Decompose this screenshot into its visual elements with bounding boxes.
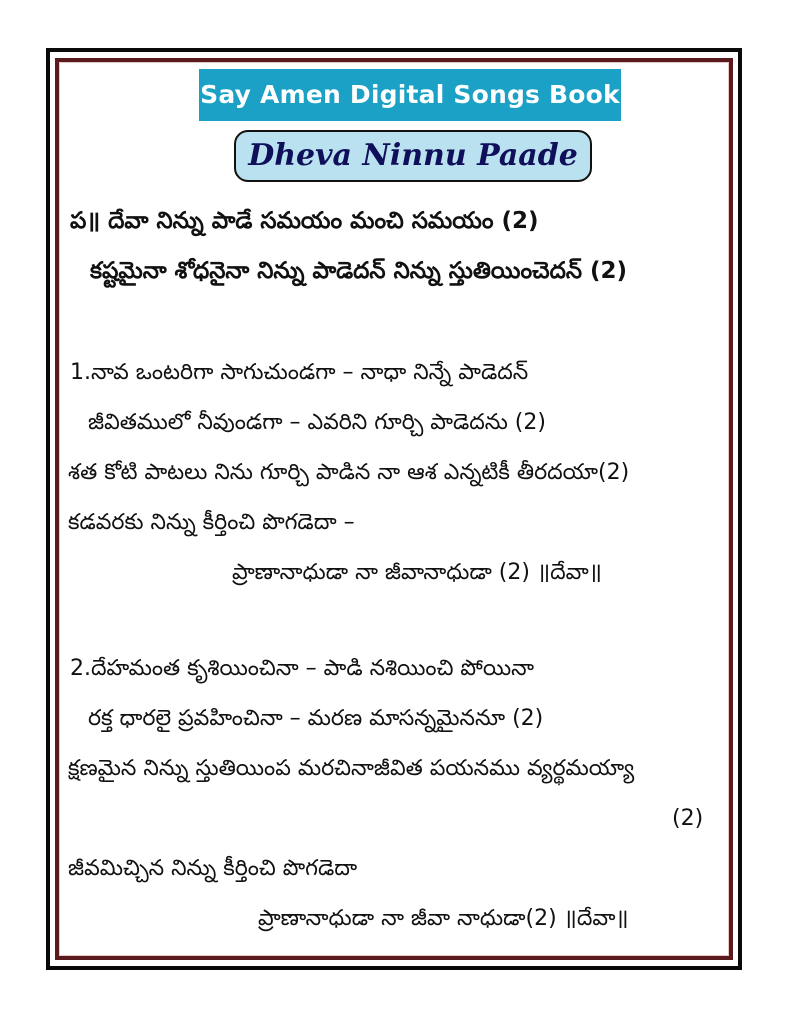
verse-line: 2.దేహమంత కృశియించినా – పాడి నశియించి పోయినా	[70, 656, 534, 681]
verse-line: క్షణమైన నిన్ను స్తుతియింప మరచినాజీవిత పయనము వ్యర్థమయ్యా	[68, 756, 635, 781]
song-title: Dheva Ninnu Paade	[234, 130, 592, 182]
verse-line: శత కోటి పాటలు నిను గూర్చి పాడిన నా ఆశ ఎన్నటికీ తీరదయా(2)	[68, 460, 630, 485]
verse-refrain: ప్రాణానాధుడా నా జీవానాధుడా (2) ॥దేవా॥	[232, 560, 602, 585]
verse-refrain: ప్రాణానాధుడా నా జీవా నాధుడా(2) ॥దేవా॥	[258, 906, 629, 931]
verse-repeat-marker: (2)	[672, 806, 704, 831]
verse-line: జీవితములో నీవుండగా – ఎవరిని గూర్చి పాడెదను (2)	[88, 410, 546, 435]
verse-line: 1.నావ ఒంటరిగా సాగుచుండగా – నాధా నిన్నే పాడెదన్	[70, 360, 529, 385]
book-banner: Say Amen Digital Songs Book	[199, 69, 621, 121]
verse-line: జీవమిచ్చిన నిన్ను కీర్తించి పొగడెదా	[68, 856, 358, 881]
page-inner-border	[55, 58, 733, 960]
chorus-line: కష్టమైనా శోధనైనా నిన్ను పాడెదన్ నిన్ను స్తుతియించెదన్ (2)	[90, 258, 627, 284]
verse-line: కడవరకు నిన్ను కీర్తించి పొగడెదా –	[68, 510, 355, 535]
verse-line: రక్త ధారలై ప్రవహించినా – మరణ మాసన్నమైననూ (2)	[88, 706, 544, 731]
chorus-line: ప॥ దేవా నిన్ను పాడే సమయం మంచి సమయం (2)	[70, 208, 539, 234]
